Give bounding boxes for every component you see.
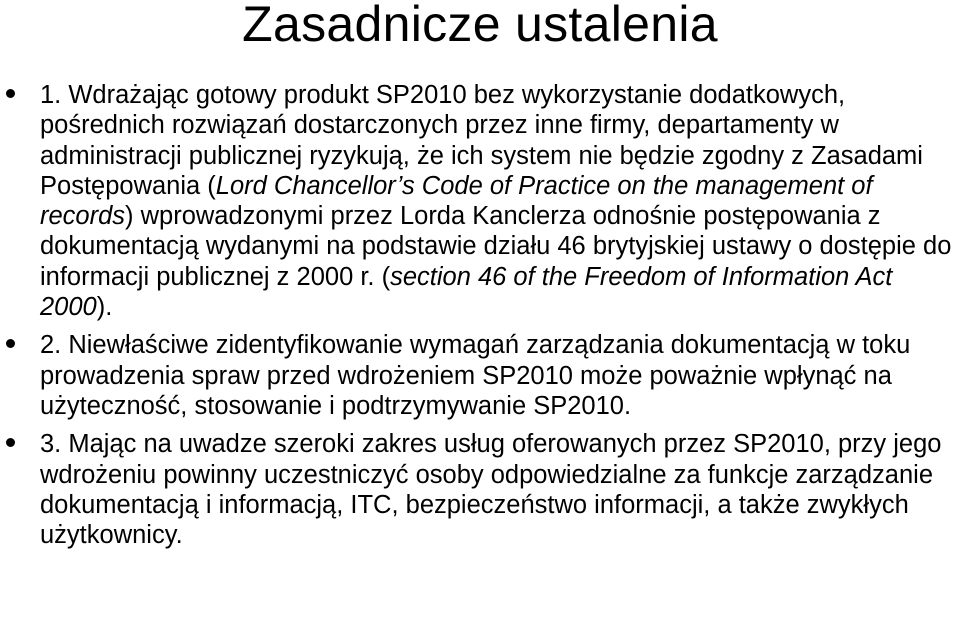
bullet-1-text: 1. Wdrażając gotowy produkt SP2010 bez wykorzystanie dodatkowych, pośrednich rozwiązań dostarczonych przez inne firmy, departamenty w administracji publicznej ryzykują, że ich system nie będzie zgodny z Zasadami Postępowania (	[40, 81, 923, 200]
bullet-list	[40, 80, 956, 558]
bullet-3-text: 3. Mając na uwadze szeroki zakres usług oferowanych przez SP2010, przy jego wdrożeniu powinny uczestniczyć osoby odpowiedzialne za funkcje zarządzanie dokumentacją i informacją, ITC, bezpieczeństwo informacji, a także zwykłych użytkownicy.	[40, 430, 942, 550]
bullet-1-text-end: ).	[96, 293, 113, 322]
bullet-1-italic-act: section 46 of the Freedom of Information Act 2000	[40, 262, 893, 322]
bullet-1-italic-title: Lord Chancellor’s Code of Practice on the management of records	[40, 171, 873, 231]
bullet-point-2	[40, 330, 956, 421]
bullet-1-text-cont: ) wprowadzonymi przez Lorda Kanclerza odnośnie postępowania z dokumentacją wydanymi na podstawie działu 46 brytyjskiej ustawy o dostępie do informacji publicznej z 2000 r. (	[40, 202, 952, 291]
bullet-2-text: 2. Niewłaściwe zidentyfikowanie wymagań zarządzania dokumentacją w toku prowadzenia spraw przed wdrożeniem SP2010 może poważnie wpłynąć na użyteczność, stosowanie i podtrzymywanie SP2010.	[40, 331, 911, 420]
bullet-point-3	[40, 429, 956, 550]
slide-title: Zasadnicze ustalenia	[242, 0, 718, 52]
bullet-point-1	[40, 80, 956, 322]
